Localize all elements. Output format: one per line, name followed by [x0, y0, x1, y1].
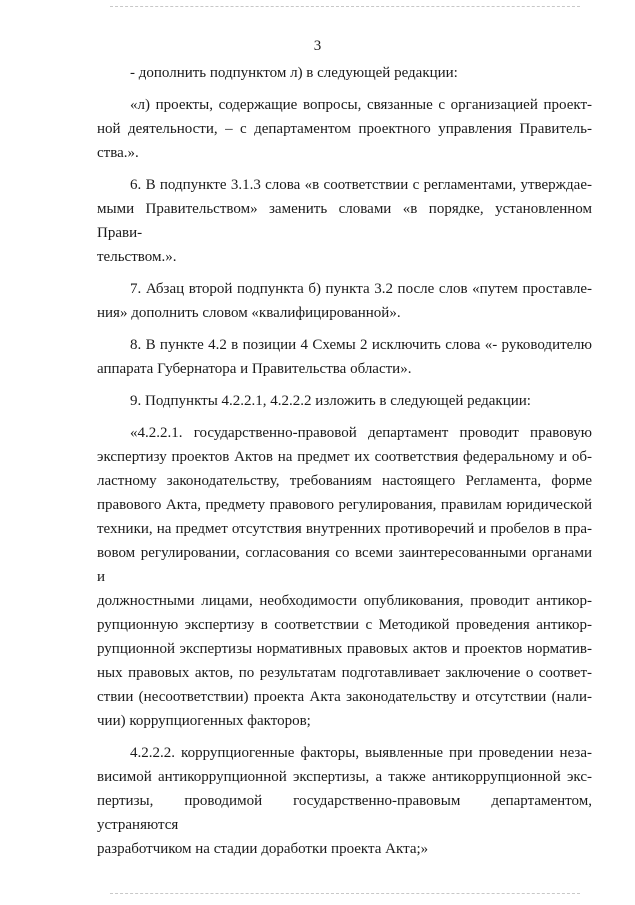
- text-line: тельством.».: [97, 249, 177, 265]
- text-line: разработчиком на стадии доработки проекта Акта;»: [97, 841, 429, 857]
- text-line: ной деятельности, – с департаментом проектного управления Правитель-: [97, 121, 592, 137]
- text-line: рупционную экспертизу в соответствии с Методикой проведения антикор-: [97, 617, 592, 633]
- scan-bottom-edge: [110, 893, 580, 894]
- paragraph-item-6: [97, 173, 592, 269]
- paragraph-item-8: [97, 333, 592, 381]
- text-line: 9. Подпункты 4.2.2.1, 4.2.2.2 изложить в следующей редакции:: [130, 393, 531, 409]
- text-line: ластному законодательству, требованиям настоящего Регламента, форме: [97, 473, 592, 489]
- text-line: техники, на предмет отсутствия внутренних противоречий и пробелов в пра-: [97, 521, 592, 537]
- page-number: 3: [313, 38, 322, 54]
- text-line: ствии (несоответствии) проекта Акта законодательству и отсутствии (нали-: [97, 689, 592, 705]
- document-body: [97, 61, 592, 869]
- text-line: пертизы, проводимой государственно-правовым департаментом, устраняются: [97, 793, 592, 833]
- paragraph-item-9: [97, 389, 592, 413]
- text-line: 8. В пункте 4.2 в позиции 4 Схемы 2 исключить слова «- руководителю: [130, 337, 592, 353]
- text-line: правового Акта, предмету правового регулирования, правилам юридической: [97, 497, 592, 513]
- text-line: вовом регулировании, согласования со всеми заинтересованными органами и: [97, 545, 592, 585]
- text-line: экспертизу проектов Актов на предмет их соответствия федеральному и об-: [97, 449, 592, 465]
- text-line: - дополнить подпунктом л) в следующей редакции:: [130, 65, 458, 81]
- paragraph-item-7: [97, 277, 592, 325]
- text-line: «4.2.2.1. государственно-правовой департамент проводит правовую: [130, 425, 592, 441]
- text-line: «л) проекты, содержащие вопросы, связанные с организацией проект-: [130, 97, 592, 113]
- text-line: чии) коррупциогенных факторов;: [97, 713, 311, 729]
- text-line: аппарата Губернатора и Правительства области».: [97, 361, 412, 377]
- paragraph-subitem-l-text: [97, 93, 592, 165]
- text-line: 7. Абзац второй подпункта б) пункта 3.2 после слов «путем проставле-: [130, 281, 592, 297]
- text-line: мыми Правительством» заменить словами «в порядке, установленном Прави-: [97, 201, 592, 241]
- text-line: 4.2.2.2. коррупциогенные факторы, выявленные при проведении неза-: [130, 745, 592, 761]
- text-line: должностными лицами, необходимости опубликования, проводит антикор-: [97, 593, 592, 609]
- paragraph-amend-subitem-l: [97, 61, 592, 85]
- text-line: висимой антикоррупционной экспертизы, а также антикоррупционной экс-: [97, 769, 592, 785]
- text-line: ства.».: [97, 145, 139, 161]
- scan-top-edge: [110, 6, 580, 7]
- text-line: 6. В подпункте 3.1.3 слова «в соответствии с регламентами, утверждае-: [130, 177, 592, 193]
- text-line: рупционной экспертизы нормативных правовых актов и проектов норматив-: [97, 641, 592, 657]
- text-line: ния» дополнить словом «квалифицированной».: [97, 305, 401, 321]
- text-line: ных правовых актов, по результатам подготавливает заключение о соответ-: [97, 665, 592, 681]
- paragraph-subitem-4-2-2-1: [97, 421, 592, 733]
- paragraph-subitem-4-2-2-2: [97, 741, 592, 861]
